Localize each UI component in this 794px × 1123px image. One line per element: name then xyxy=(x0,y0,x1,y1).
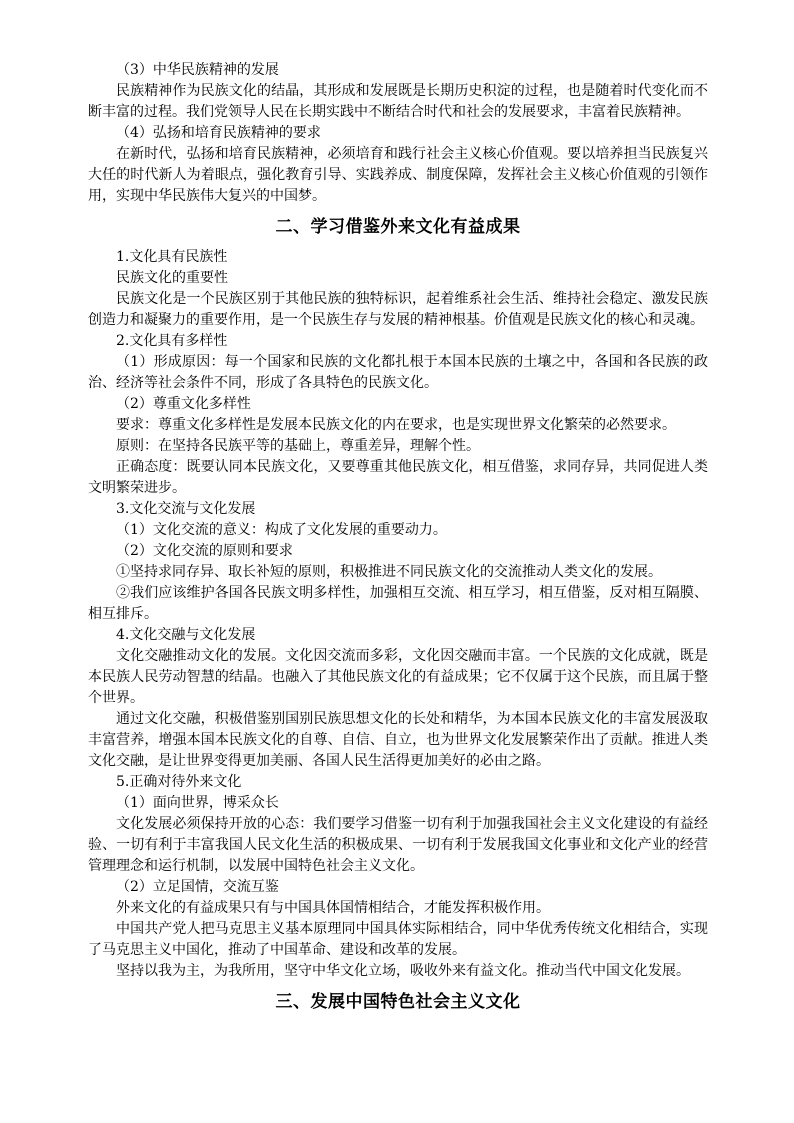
paragraph: 民族文化是一个民族区别于其他民族的独特标识，起着维系社会生活、维持社会稳定、激发民族创造力和凝聚力的重要作用，是一个民族生存与发展的精神根基。价值观是民族文化的核心和灵魂。 xyxy=(88,291,708,328)
paragraph: ①坚持求同存异、取长补短的原则，积极推进不同民族文化的交流推动人类文化的发展。 xyxy=(116,564,662,580)
paragraph: （1）形成原因：每一个国家和民族的文化都扎根于本国本民族的土壤之中，各国和各民族的政治、经济等社会条件不同，形成了各具特色的民族文化。 xyxy=(88,354,708,391)
subheading: （1）面向世界，博采众长 xyxy=(116,795,279,811)
paragraph: 正确态度：既要认同本民族文化，又要尊重其他民族文化，相互借鉴，求同存异，共同促进人类文明繁荣进步。 xyxy=(88,459,708,496)
subheading: （1）文化交流的意义：构成了文化发展的重要动力。 xyxy=(116,522,447,538)
subheading: （2）立足国情，交流互鉴 xyxy=(116,879,279,895)
subheading: 1.文化具有民族性 xyxy=(116,249,228,265)
paragraph: 中国共产党人把马克思主义基本原理同中国具体实际相结合，同中华优秀传统文化相结合，实现了马克思主义中国化，推动了中国革命、建设和改革的发展。 xyxy=(88,921,708,958)
paragraph: 要求：尊重文化多样性是发展本民族文化的内在要求，也是实现世界文化繁荣的必然要求。 xyxy=(116,417,676,433)
section-title: 二、学习借鉴外来文化有益成果 xyxy=(275,217,521,237)
document-body xyxy=(88,60,708,1022)
paragraph: ②我们应该维护各国各民族文明多样性，加强相互交流、相互学习，相互借鉴，反对相互隔膜、相互排斥。 xyxy=(88,585,708,622)
subheading: （2）文化交流的原则和要求 xyxy=(116,543,293,559)
paragraph: 外来文化的有益成果只有与中国具体国情相结合，才能发挥积极作用。 xyxy=(116,900,550,916)
subheading: 4.文化交融与文化发展 xyxy=(116,627,256,643)
subheading: 3.文化交流与文化发展 xyxy=(116,501,256,517)
subheading: 5.正确对待外来文化 xyxy=(116,774,242,790)
section-title: 三、发展中国特色社会主义文化 xyxy=(275,992,521,1012)
subheading: （3）中华民族精神的发展 xyxy=(116,62,279,78)
paragraph: 文化发展必须保持开放的心态：我们要学习借鉴一切有利于加强我国社会主义文化建设的有益经验、一切有利于丰富我国人民文化生活的积极成果、一切有利于发展我国文化事业和文化产业的经营管理理念和运行机制，以发展中国特色社会主义文化。 xyxy=(88,816,708,874)
subheading: （4）弘扬和培育民族精神的要求 xyxy=(116,125,321,141)
paragraph: 坚持以我为主，为我所用，坚守中华文化立场，吸收外来有益文化。推动当代中国文化发展。 xyxy=(116,963,690,979)
paragraph: 通过文化交融，积极借鉴别国别民族思想文化的长处和精华，为本国本民族文化的丰富发展汲取丰富营养，增强本国本民族文化的自尊、自信、自立，也为世界文化发展繁荣作出了贡献。推进人类文化交融，是让世界变得更加美丽、各国人民生活得更加美好的必由之路。 xyxy=(88,711,708,769)
subheading: （2）尊重文化多样性 xyxy=(116,396,251,412)
paragraph: 原则：在坚持各民族平等的基础上，尊重差异，理解个性。 xyxy=(116,438,480,454)
paragraph: 在新时代，弘扬和培育民族精神，必须培育和践行社会主义核心价值观。要以培养担当民族复兴大任的时代新人为着眼点，强化教育引导、实践养成、制度保障，发挥社会主义核心价值观的引领作用，实现中华民族伟大复兴的中国梦。 xyxy=(88,146,708,204)
subheading: 民族文化的重要性 xyxy=(116,270,228,286)
paragraph: 文化交融推动文化的发展。文化因交流而多彩，文化因交融而丰富。一个民族的文化成就，既是本民族人民劳动智慧的结晶。也融入了其他民族文化的有益成果；它不仅属于这个民族，而且属于整个世界。 xyxy=(88,648,708,706)
subheading: 2.文化具有多样性 xyxy=(116,333,228,349)
paragraph: 民族精神作为民族文化的结晶，其形成和发展既是长期历史积淀的过程，也是随着时代变化而不断丰富的过程。我们党领导人民在长期实践中不断结合时代和社会的发展要求，丰富着民族精神。 xyxy=(88,83,708,120)
